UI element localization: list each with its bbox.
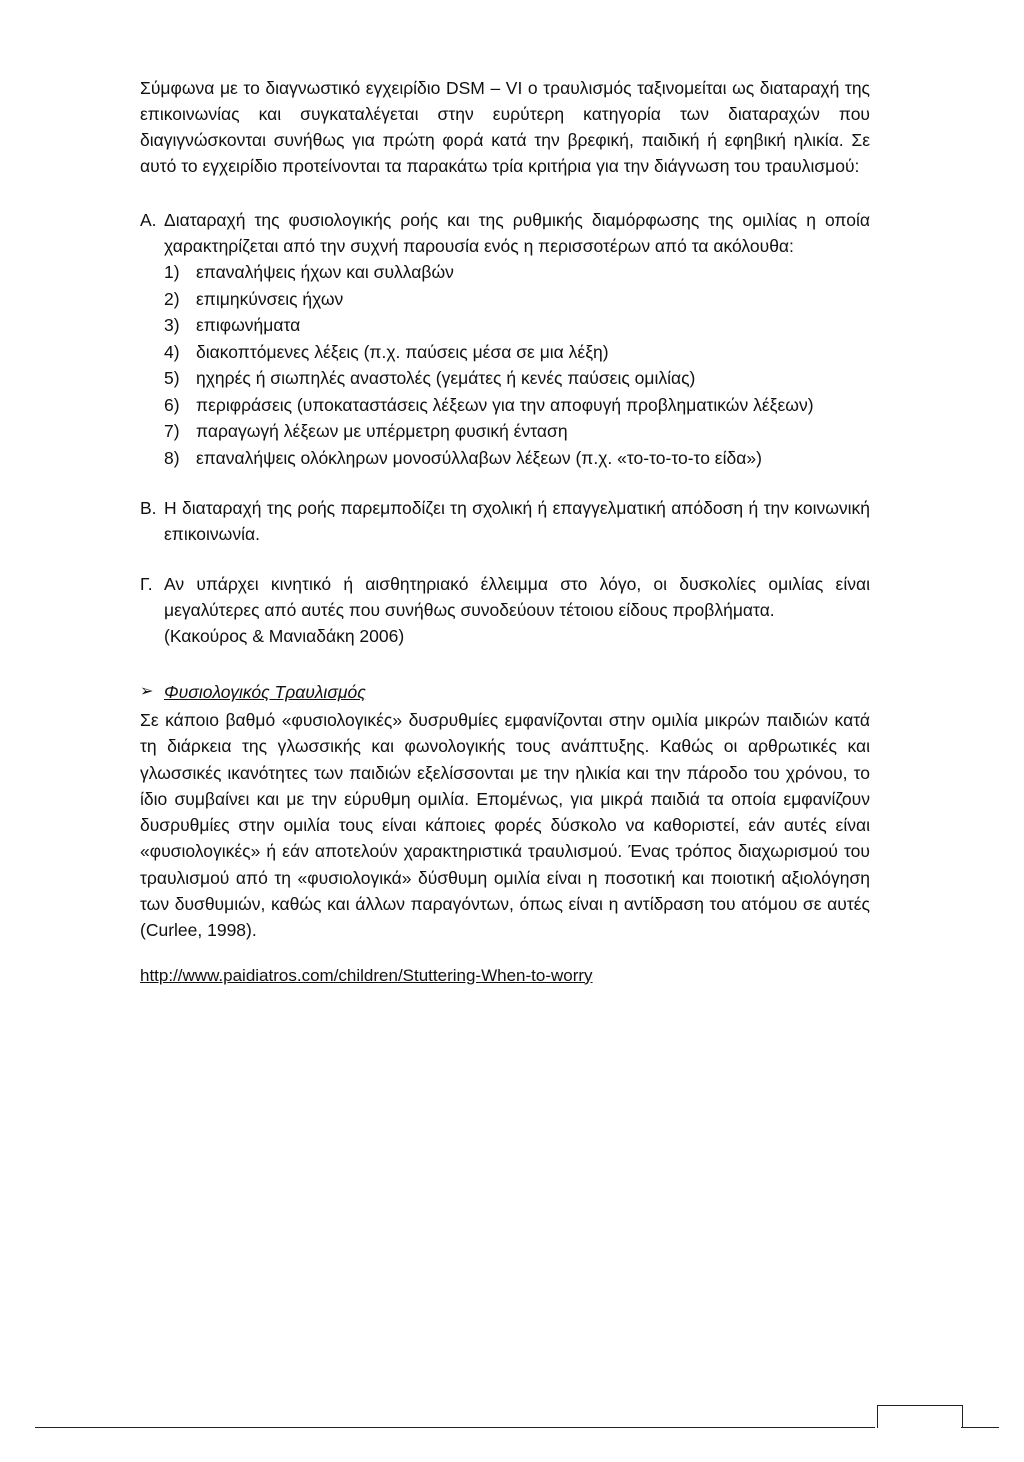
section-heading — [140, 679, 870, 705]
list-item-text: επαναλήψεις ολόκληρων μονοσύλλαβων λέξεων (π.χ. «το-το-το-το είδα») — [196, 447, 762, 468]
list-item-number: 3) — [164, 315, 180, 335]
intro-paragraph: Σύμφωνα με το διαγνωστικό εγχειρίδιο DSM – VI ο τραυλισμός ταξινομείται ως διαταραχή της επικοινωνίας και συγκαταλέγεται στην ευρύτερη κατηγορία των διαταραχών που διαγιγνώσκονται συνήθως για πρώτη φορά κατά την βρεφική, παιδική ή εφηβική ηλικία. Σε αυτό το εγχειρίδιο προτείνονται τα παρακάτω τρία κριτήρια για την διάγνωση του τραυλισμού: — [140, 78, 870, 176]
list-item-text: διακοπτόμενες λέξεις (π.χ. παύσεις μέσα σε μια λέξη) — [196, 341, 609, 362]
list-item-text: περιφράσεις (υποκαταστάσεις λέξεων για την αποφυγή προβληματικών λέξεων) — [196, 394, 814, 415]
criterion-c — [140, 571, 870, 623]
criterion-a-letter: Α. — [140, 210, 157, 230]
criterion-b — [140, 495, 870, 547]
list-item — [164, 445, 870, 472]
footer-rule — [35, 1427, 875, 1428]
list-item-number: 7) — [164, 421, 180, 441]
list-item-text: επιφωνήματα — [196, 315, 301, 335]
list-item-number: 1) — [164, 262, 180, 282]
list-item-number: 4) — [164, 341, 180, 362]
criterion-b-letter: Β. — [140, 498, 157, 518]
list-item-text: επαναλήψεις ήχων και συλλαβών — [196, 262, 454, 282]
list-item — [164, 339, 870, 366]
list-item — [164, 365, 870, 392]
list-item-number: 8) — [164, 447, 180, 468]
criterion-a-list — [164, 259, 870, 471]
criterion-c-text: Αν υπάρχει κινητικό ή αισθητηριακό έλλειμμα στο λόγο, οι δυσκολίες ομιλίας είναι μεγαλύτερες από αυτές που συνήθως συνοδεύουν τέτοιου είδους προβλήματα. — [164, 574, 870, 620]
list-item — [164, 418, 870, 445]
arrow-bullet-icon: ➢ — [140, 683, 154, 700]
list-item-number: 6) — [164, 394, 180, 415]
criterion-a — [140, 207, 870, 471]
list-item — [164, 392, 870, 419]
list-item-text: ηχηρές ή σιωπηλές αναστολές (γεμάτες ή κενές παύσεις ομιλίας) — [196, 368, 696, 388]
document-page — [140, 75, 870, 988]
footer-rule-right — [961, 1427, 999, 1428]
list-item-text: παραγωγή λέξεων με υπέρμετρη φυσική ένταση — [196, 421, 568, 441]
list-item — [164, 286, 870, 313]
list-item-number: 5) — [164, 368, 180, 388]
citation: (Κακούρος & Μανιαδάκη 2006) — [164, 626, 405, 646]
footer-bracket — [877, 1405, 963, 1428]
criterion-b-text: Η διαταραχή της ροής παρεμποδίζει τη σχολική ή επαγγελματική απόδοση ή την κοινωνική επικοινωνία. — [164, 498, 870, 544]
list-item-number: 2) — [164, 288, 180, 309]
criterion-c-letter: Γ. — [140, 574, 153, 594]
list-item — [164, 312, 870, 339]
source-link[interactable]: http://www.paidiatros.com/children/Stuttering-When-to-worry — [140, 965, 593, 985]
section-title: Φυσιολογικός Τραυλισμός — [164, 682, 366, 702]
list-item-text: επιμηκύνσεις ήχων — [196, 288, 344, 309]
criterion-a-text: Διαταραχή της φυσιολογικής ροής και της ρυθμικής διαμόρφωσης της ομιλίας η οποία χαρακτηρίζεται από την συχνή παρουσία ενός η περισσοτέρων από τα ακόλουθα: — [164, 210, 870, 256]
section-body: Σε κάποιο βαθμό «φυσιολογικές» δυσρυθμίες εμφανίζονται στην ομιλία μικρών παιδιών κατά τη διάρκεια της γλωσσικής και φωνολογικής τους ανάπτυξης. Καθώς οι αρθρωτικές και γλωσσικές ικανότητες των παιδιών εξελίσσονται με την ηλικία και την πάροδο του χρόνου, το ίδιο συμβαίνει και με την εύρυθμη ομιλία. Επομένως, για μικρά παιδιά τα οποία εμφανίζουν δυσρυθμίες στην ομιλία τους είναι κάποιες φορές δύσκολο να καθοριστεί, εάν αυτές είναι «φυσιολογικές» ή εάν αποτελούν χαρακτηριστικά τραυλισμού. Ένας τρόπος διαχωρισμού του τραυλισμού από τη «φυσιολογικά» δύσθυμη ομιλία είναι η ποσοτική και ποιοτική αξιολόγηση των δυσθυμιών, καθώς και άλλων παραγόντων, όπως είναι η αντίδραση του ατόμου σε αυτές (Curlee, 1998). — [140, 710, 870, 941]
list-item — [164, 259, 870, 286]
